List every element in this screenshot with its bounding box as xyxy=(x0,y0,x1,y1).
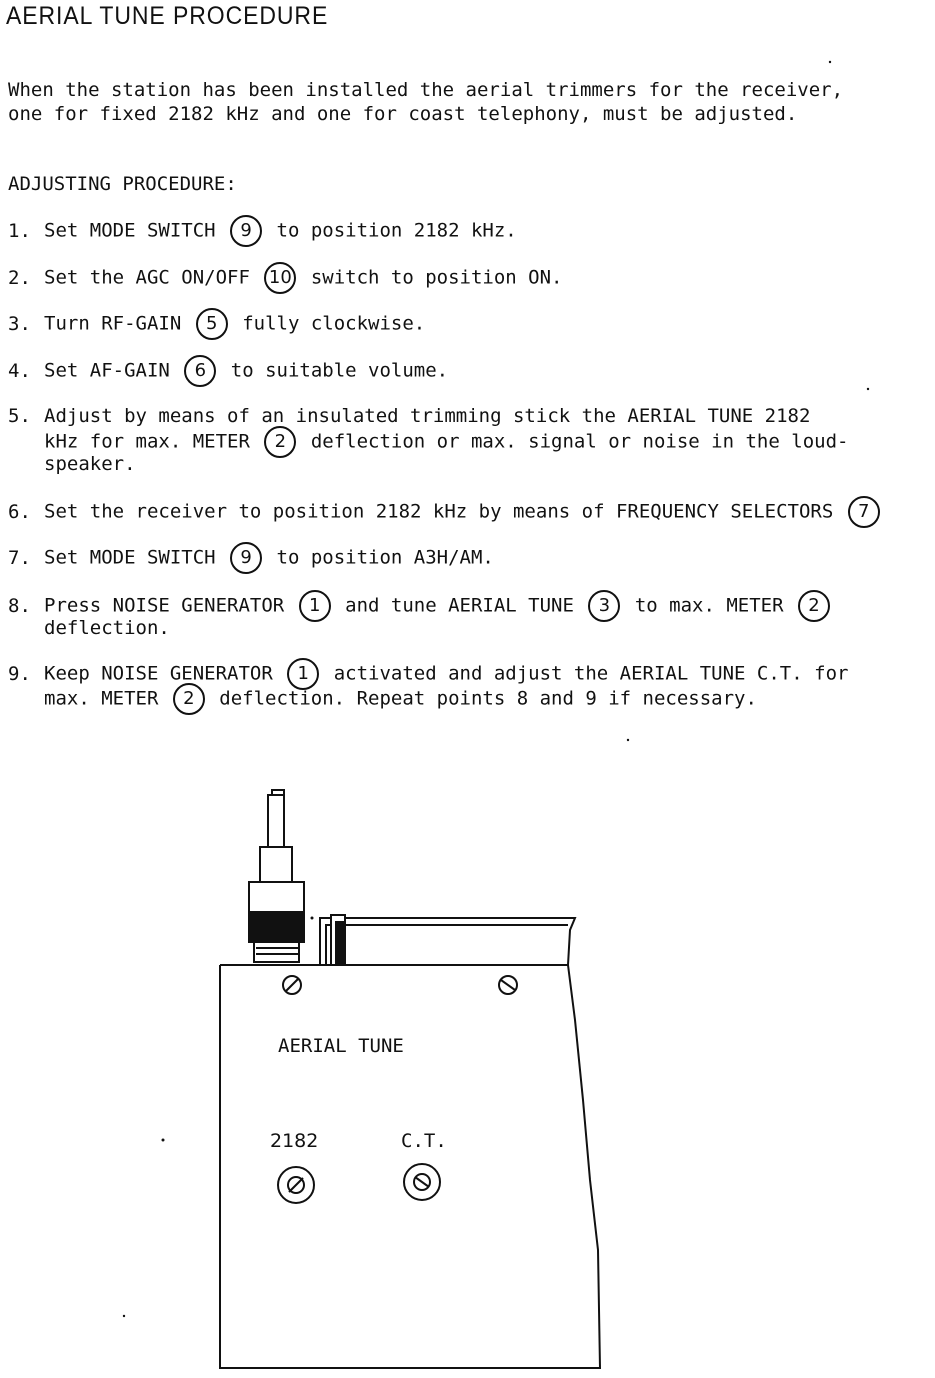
connector-base xyxy=(254,942,299,962)
connector-rod xyxy=(268,795,284,847)
step-text: kHz for max. METER xyxy=(44,430,250,453)
panel-screw xyxy=(499,976,517,994)
trimmer-2182-label: 2182 xyxy=(270,1130,319,1152)
step-number: 1. xyxy=(8,219,31,242)
trimmer-ct-label: C.T. xyxy=(401,1130,447,1152)
control-ref-marker: 1 xyxy=(299,590,331,622)
step-1 xyxy=(8,215,517,247)
connector-sleeve xyxy=(260,847,292,882)
intro-line-2: one for fixed 2182 kHz and one for coast telephony, must be adjusted. xyxy=(8,103,798,125)
control-ref-marker: 2 xyxy=(798,590,830,622)
step-number: 5. xyxy=(8,405,31,427)
bracket xyxy=(331,915,345,965)
step-text: to max. METER xyxy=(634,594,784,617)
control-ref-marker: 5 xyxy=(196,308,228,340)
control-ref-marker: 2 xyxy=(264,426,296,458)
control-ref-marker: 7 xyxy=(848,496,880,528)
step-text: Set MODE SWITCH xyxy=(44,546,216,569)
step-number: 6. xyxy=(8,500,31,523)
step-number: 9. xyxy=(8,662,31,685)
control-ref-marker: 1 xyxy=(287,658,319,690)
step-text: fully clockwise. xyxy=(242,312,426,335)
step-8-line-2: deflection. xyxy=(44,617,170,639)
step-number: 3. xyxy=(8,312,31,335)
step-text: Set the AGC ON/OFF xyxy=(44,266,250,289)
step-text: to suitable volume. xyxy=(230,359,449,382)
control-ref-marker: 2 xyxy=(173,683,205,715)
step-5 xyxy=(8,404,810,428)
step-text: Press NOISE GENERATOR xyxy=(44,594,285,617)
step-text: Set the receiver to position 2182 kHz by means of FREQUENCY SELECTORS xyxy=(44,500,834,523)
step-text: Keep NOISE GENERATOR xyxy=(44,662,273,685)
panel-screw xyxy=(283,976,301,994)
step-text: to position A3H/AM. xyxy=(276,546,494,569)
step-3 xyxy=(8,308,425,340)
step-text: Adjust by means of an insulated trimming stick the AERIAL TUNE 2182 xyxy=(44,405,811,427)
step-number: 7. xyxy=(8,546,31,569)
step-6 xyxy=(8,496,883,528)
step-text: activated and adjust the AERIAL TUNE C.T. for xyxy=(333,662,849,685)
intro-line-1: When the station has been installed the aerial trimmers for the receiver, xyxy=(8,79,844,101)
step-text: deflection. Repeat points 8 and 9 if necessary. xyxy=(219,687,757,710)
control-ref-marker: 6 xyxy=(184,355,216,387)
step-9-line-2 xyxy=(44,683,757,715)
step-text: Turn RF-GAIN xyxy=(44,312,182,335)
step-text: Set AF-GAIN xyxy=(44,359,170,382)
step-number: 2. xyxy=(8,266,31,289)
step-5-line-3: speaker. xyxy=(44,453,136,475)
trimmer-ct xyxy=(404,1164,440,1200)
step-2 xyxy=(8,262,562,294)
control-ref-marker: 9 xyxy=(230,542,262,574)
page-title: AERIAL TUNE PROCEDURE xyxy=(6,2,329,30)
step-text: switch to position ON. xyxy=(310,266,563,289)
intro-paragraph xyxy=(8,78,843,126)
connector-nut xyxy=(249,912,304,942)
panel-label: AERIAL TUNE xyxy=(278,1035,404,1057)
step-text: deflection or max. signal or noise in the loud- xyxy=(310,430,849,453)
control-ref-marker: 10 xyxy=(264,262,296,294)
control-ref-marker: 3 xyxy=(588,590,620,622)
step-text: max. METER xyxy=(44,687,159,710)
procedure-heading: ADJUSTING PROCEDURE: xyxy=(8,173,237,195)
step-text: Set MODE SWITCH xyxy=(44,219,216,242)
connector-body xyxy=(249,882,304,912)
step-number: 4. xyxy=(8,359,31,382)
step-5-line-2 xyxy=(44,426,848,458)
control-ref-marker: 9 xyxy=(230,215,262,247)
trimmer-2182 xyxy=(278,1167,314,1203)
step-number: 8. xyxy=(8,594,31,617)
step-text: and tune AERIAL TUNE xyxy=(345,594,574,617)
step-4 xyxy=(8,355,448,387)
step-7 xyxy=(8,542,494,574)
step-text: to position 2182 kHz. xyxy=(276,219,517,242)
chassis-rail xyxy=(320,918,575,965)
panel-outline xyxy=(220,965,600,1368)
